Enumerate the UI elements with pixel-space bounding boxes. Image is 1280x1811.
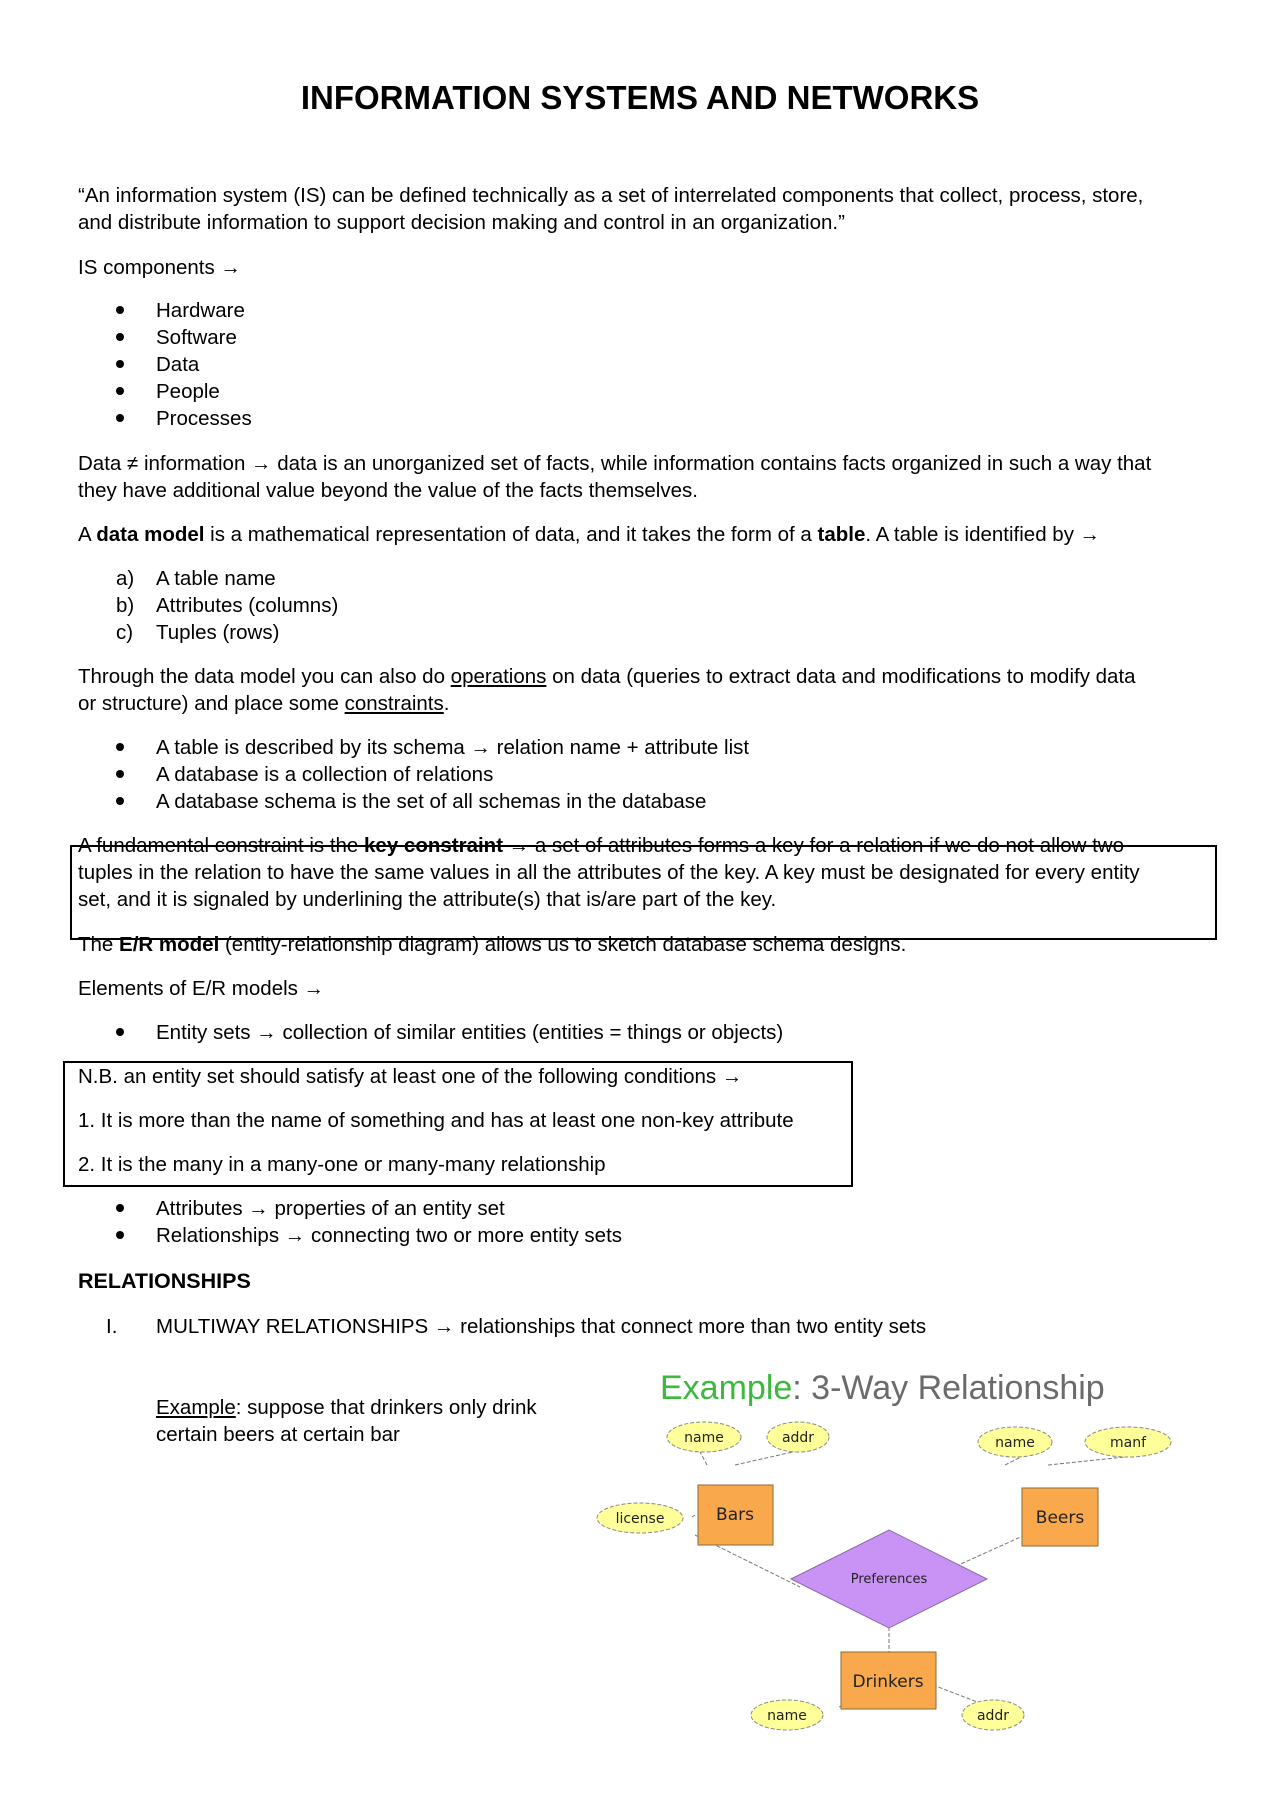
list-item: Relationships → connecting two or more entity sets <box>156 1224 623 1247</box>
label-entity-drinkers: Drinkers <box>852 1672 924 1692</box>
bullet-icon <box>116 414 124 422</box>
label-bars-addr: addr <box>781 1430 815 1446</box>
key-constraint-line-3: set, and it is signaled by underlining the attribute(s) that is/are part of the key. <box>78 888 777 911</box>
label-relationship-preferences: Preferences <box>850 1572 928 1587</box>
operations-line-1: Through the data model you can also do operations on data (queries to extract data and modifications to modify data <box>78 665 1136 688</box>
bullet-icon <box>116 770 124 778</box>
key-constraint-box <box>70 845 1217 940</box>
is-components-label: IS components → <box>78 256 241 279</box>
connector-drinkers-addr <box>933 1685 980 1703</box>
example-line-2: certain beers at certain bar <box>156 1423 400 1446</box>
list-item: A table name <box>156 567 276 590</box>
multiway-relationships-item: MULTIWAY RELATIONSHIPS → relationships that connect more than two entity sets <box>156 1315 927 1338</box>
er-model-paragraph: The E/R model (entity-relationship diagram) allows us to sketch database schema designs. <box>78 933 907 956</box>
bullet-icon <box>116 743 124 751</box>
list-item: Processes <box>156 407 252 430</box>
data-vs-info-line-2: they have additional value beyond the value of the facts themselves. <box>78 479 698 502</box>
key-constraint-line-1: A fundamental constraint is the key constraint → a set of attributes forms a key for a relation if we do not allow two <box>78 834 1125 857</box>
data-model-paragraph: A data model is a mathematical representation of data, and it takes the form of a table. A table is identified by → <box>78 523 1101 546</box>
diagram-title: Example: 3-Way Relationship <box>660 1369 1105 1407</box>
nb-line-1: N.B. an entity set should satisfy at least one of the following conditions → <box>78 1065 743 1088</box>
key-constraint-line-2: tuples in the relation to have the same values in all the attributes of the key. A key must be designated for every entity <box>78 861 1140 884</box>
diagram-svg <box>585 1360 1195 1740</box>
list-item: A database is a collection of relations <box>156 763 494 786</box>
definition-line-1: “An information system (IS) can be defined technically as a set of interrelated components that collect, process, store, <box>78 184 1144 207</box>
label-entity-beers: Beers <box>1035 1508 1085 1528</box>
bullet-icon <box>116 1028 124 1036</box>
data-vs-info-line-1: Data ≠ information → data is an unorganized set of facts, while information contains facts organized in such a way that <box>78 452 1152 475</box>
label-drinkers-name: name <box>767 1708 807 1724</box>
relationships-heading: RELATIONSHIPS <box>78 1269 251 1293</box>
bullet-icon <box>116 360 124 368</box>
list-item: Tuples (rows) <box>156 621 280 644</box>
list-item: A table is described by its schema → relation name + attribute list <box>156 736 750 759</box>
connector-bars-addr <box>735 1451 797 1465</box>
list-item: Entity sets → collection of similar entities (entities = things or objects) <box>156 1021 784 1044</box>
list-marker: I. <box>106 1315 118 1338</box>
connector-beers-name <box>1005 1457 1021 1465</box>
label-entity-bars: Bars <box>716 1505 754 1525</box>
connector-beers-preferences <box>954 1535 1025 1567</box>
label-bars-license: license <box>615 1511 665 1527</box>
list-item: Hardware <box>156 299 245 322</box>
bullet-icon <box>116 333 124 341</box>
list-item: Attributes (columns) <box>156 594 339 617</box>
list-item: Attributes → properties of an entity set <box>156 1197 505 1220</box>
bullet-icon <box>116 1204 124 1212</box>
list-marker: b) <box>116 594 135 617</box>
nb-line-2: 1. It is more than the name of something and has at least one non-key attribute <box>78 1109 794 1132</box>
nb-line-3: 2. It is the many in a many-one or many-many relationship <box>78 1153 606 1176</box>
bullet-icon <box>116 387 124 395</box>
list-item: A database schema is the set of all schemas in the database <box>156 790 707 813</box>
label-beers-manf: manf <box>1109 1435 1147 1451</box>
definition-line-2: and distribute information to support decision making and control in an organization.” <box>78 211 845 234</box>
label-drinkers-addr: addr <box>976 1708 1010 1724</box>
bullet-icon <box>116 306 124 314</box>
operations-line-2: or structure) and place some constraints. <box>78 692 450 715</box>
label-beers-name: name <box>995 1435 1035 1451</box>
er-diagram <box>585 1360 1195 1740</box>
list-item: Software <box>156 326 237 349</box>
connector-beers-manf <box>1048 1457 1125 1465</box>
list-item: People <box>156 380 220 403</box>
page-title: INFORMATION SYSTEMS AND NETWORKS <box>300 79 980 116</box>
list-marker: a) <box>116 567 135 590</box>
er-elements-label: Elements of E/R models → <box>78 977 325 1000</box>
connector-bars-license <box>692 1515 695 1517</box>
label-bars-name: name <box>684 1430 724 1446</box>
list-marker: c) <box>116 621 134 644</box>
bullet-icon <box>116 797 124 805</box>
list-item: Data <box>156 353 200 376</box>
bullet-icon <box>116 1231 124 1239</box>
example-line-1: Example: suppose that drinkers only drink <box>156 1396 537 1419</box>
